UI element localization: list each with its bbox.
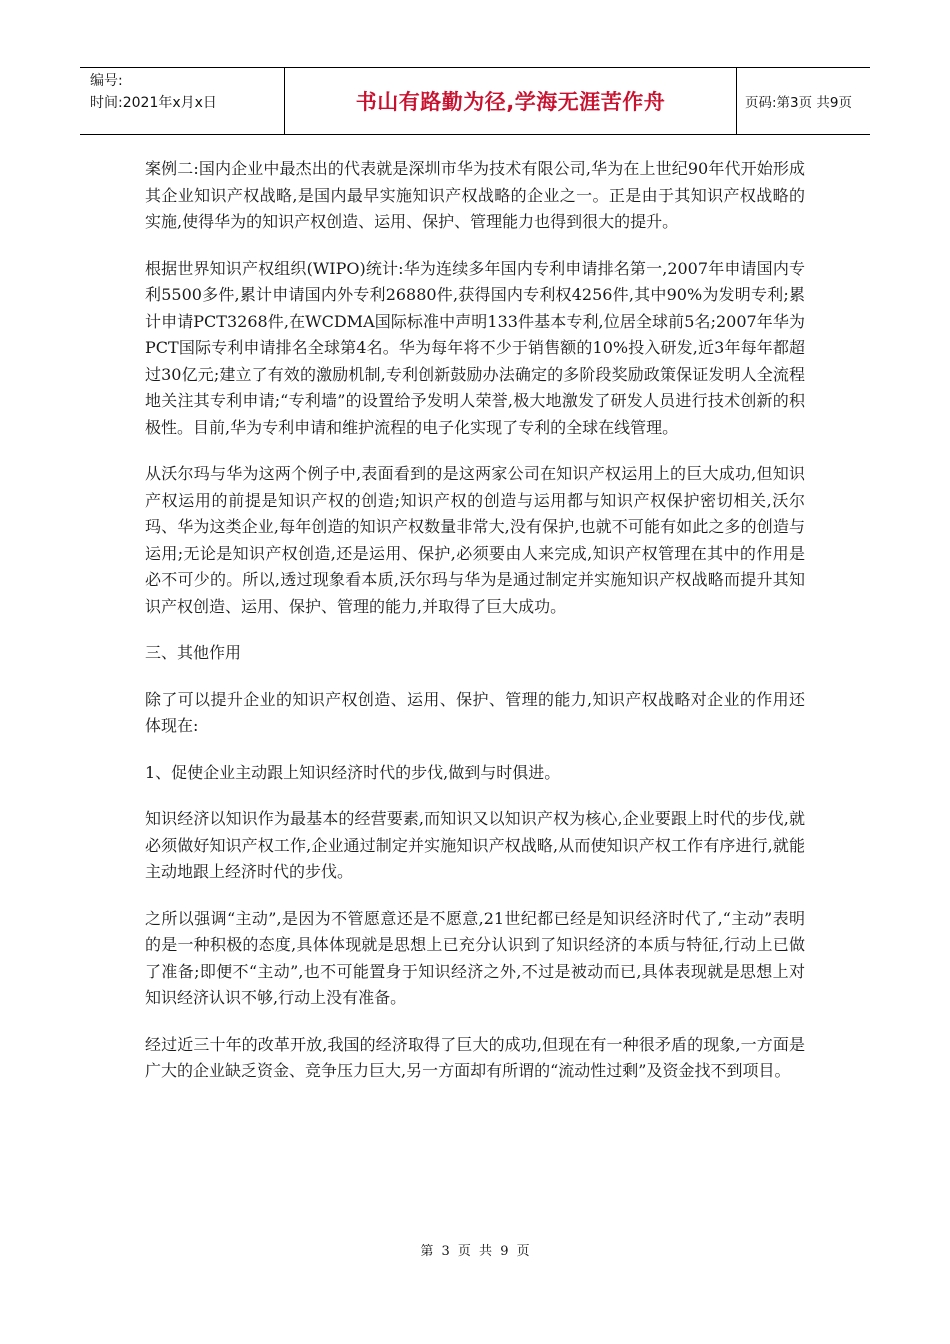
header-page-cell [737,68,870,134]
document-body [145,156,805,1105]
section-heading-other-roles: 三、其他作用 [145,643,242,662]
paragraph-other-roles-intro: 除了可以提升企业的知识产权创造、运用、保护、管理的能力,知识产权战略对企业的作用还体现在: [145,689,805,735]
header-meta-cell [80,68,285,134]
date-label: 时间:2021年x月x日 [90,95,217,111]
list-item-point-1: 1、促使企业主动跟上知识经济时代的步伐,做到与时俱进。 [145,762,561,782]
paragraph-case-two: 案例二:国内企业中最杰出的代表就是深圳市华为技术有限公司,华为在上世纪90年代开始形成其企业知识产权战略,是国内最早实施知识产权战略的企业之一。正是由于其知识产权战略的实施,使得华为的知识产权创造、运用、保护、管理能力也得到很大的提升。 [145,159,805,231]
header-motto: 书山有路勤为径,学海无涯苦作舟 [355,90,666,114]
paragraph-wipo-statistics: 根据世界知识产权组织(WIPO)统计:华为连续多年国内专利申请排名第一,2007年申请国内专利5500多件,累计申请国内外专利26880件,获得国内专利权4256件,其中90%为发明专利;累计申请PCT3268件,在WCDMA国际标准中声明133件基本专利,位居全球前5名;2007年华为PCT国际专利申请排名全球第4名。华为每年将不少于销售额的10%投入研发,近3年每年都超过30亿元;建立了有效的激励机制,专利创新鼓励办法确定的多阶段奖励政策保证发明人全流程地关注其专利申请;“专利墙”的设置给予发明人荣誉,极大地激发了研发人员进行技术创新的积极性。目前,华为专利申请和维护流程的电子化实现了专利的全球在线管理。 [145,258,805,437]
paragraph-knowledge-economy: 知识经济以知识作为最基本的经营要素,而知识又以知识产权为核心,企业要跟上时代的步伐,就必须做好知识产权工作,企业通过制定并实施知识产权战略,从而使知识产权工作有序进行,就能主动地跟上经济时代的步伐。 [145,809,805,881]
page-footer: 第 3 页 共 9 页 [420,1244,530,1259]
paragraph-walmart-huawei-analysis: 从沃尔玛与华为这两个例子中,表面看到的是这两家公司在知识产权运用上的巨大成功,但知识产权运用的前提是知识产权的创造;知识产权的创造与运用都与知识产权保护密切相关,沃尔玛、华为这类企业,每年创造的知识产权数量非常大,没有保护,也就不可能有如此之多的创造与运用;无论是知识产权创造,还是运用、保护,必须要由人来完成,知识产权管理在其中的作用是必不可少的。所以,透过现象看本质,沃尔玛与华为是通过制定并实施知识产权战略而提升其知识产权创造、运用、保护、管理的能力,并取得了巨大成功。 [145,464,805,616]
page-header [80,67,870,135]
header-page-info: 页码:第3页 共9页 [745,95,853,111]
serial-number-label: 编号: [90,73,123,89]
paragraph-initiative-explanation: 之所以强调“主动”,是因为不管愿意还是不愿意,21世纪都已经是知识经济时代了,“主动”表明的是一种积极的态度,具体体现就是思想上已充分认识到了知识经济的本质与特征,行动上已做了准备;即便不“主动”,也不可能置身于知识经济之外,不过是被动而已,具体表现就是思想上对知识经济认识不够,行动上没有准备。 [145,908,805,1007]
paragraph-reform-opening: 经过近三十年的改革开放,我国的经济取得了巨大的成功,但现在有一种很矛盾的现象,一方面是广大的企业缺乏资金、竞争压力巨大,另一方面却有所谓的“流动性过剩”及资金找不到项目。 [145,1034,805,1080]
header-motto-cell [285,68,737,134]
